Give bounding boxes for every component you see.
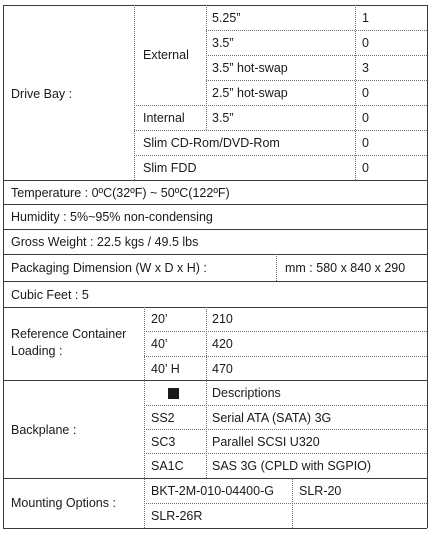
mounting-label: Mounting Options : xyxy=(11,496,116,510)
container-label: Reference Container Loading : xyxy=(11,327,127,358)
external-size: 5.25” xyxy=(212,11,241,25)
container-type: 40’ H xyxy=(151,361,180,376)
container-value: 470 xyxy=(212,361,233,376)
grid-line xyxy=(206,5,207,130)
container-value: 210 xyxy=(212,312,233,326)
outer-right-border xyxy=(427,5,428,528)
mounting-item: SLR-26R xyxy=(151,509,203,523)
grid-line xyxy=(206,307,207,380)
container-type: 40’ xyxy=(151,337,168,351)
section-line xyxy=(3,528,427,529)
external-qty: 3 xyxy=(362,61,369,75)
external-size: 3.5” xyxy=(212,36,234,50)
drive-bay-label: Drive Bay : xyxy=(11,87,73,101)
gross-weight-text: Gross Weight : 22.5 kgs / 49.5 lbs xyxy=(11,235,199,249)
mounting-item: SLR-20 xyxy=(299,484,342,498)
slim-fdd-label: Slim FDD xyxy=(143,161,197,175)
temperature-text: Temperature : 0ºC(32ºF) ~ 50ºC(122ºF) xyxy=(11,185,230,200)
grid-line xyxy=(276,254,277,281)
external-size: 3.5” hot-swap xyxy=(212,61,288,75)
grid-line xyxy=(144,331,427,332)
external-label: External xyxy=(143,48,189,62)
backplane-code: SA1C xyxy=(151,459,184,473)
square-bullet-icon xyxy=(168,381,179,405)
outer-left-border xyxy=(3,5,4,528)
backplane-desc: Serial ATA (SATA) 3G xyxy=(212,410,332,425)
descriptions-header: Descriptions xyxy=(212,386,281,400)
internal-label: Internal xyxy=(143,111,185,125)
container-type: 20’ xyxy=(151,312,168,326)
grid-line xyxy=(144,356,427,357)
external-size: 2.5” hot-swap xyxy=(212,86,288,100)
backplane-code: SC3 xyxy=(151,434,176,449)
slim-fdd-qty: 0 xyxy=(362,161,369,175)
grid-line xyxy=(144,307,145,380)
cubic-feet-text: Cubic Feet : 5 xyxy=(11,287,89,302)
humidity-text: Humidity : 5%~95% non-condensing xyxy=(11,210,213,224)
backplane-label: Backplane : xyxy=(11,423,77,437)
backplane-desc: SAS 3G (CPLD with SGPIO) xyxy=(212,459,372,473)
grid-line xyxy=(134,5,135,180)
grid-line xyxy=(206,30,427,31)
container-value: 420 xyxy=(212,337,233,351)
external-qty: 0 xyxy=(362,36,369,50)
internal-qty: 0 xyxy=(362,111,369,125)
grid-line xyxy=(355,5,356,180)
external-qty: 1 xyxy=(362,11,369,25)
external-qty: 0 xyxy=(362,86,369,100)
backplane-desc: Parallel SCSI U320 xyxy=(212,434,320,449)
slim-cd-qty: 0 xyxy=(362,136,369,150)
internal-size: 3.5” xyxy=(212,111,234,125)
backplane-code: SS2 xyxy=(151,410,175,425)
packaging-value: mm : 580 x 840 x 290 xyxy=(285,261,406,275)
mounting-item: BKT-2M-010-04400-G xyxy=(151,484,274,498)
slim-cd-label: Slim CD-Rom/DVD-Rom xyxy=(143,136,280,150)
packaging-label: Packaging Dimension (W x D x H) : xyxy=(11,261,207,275)
